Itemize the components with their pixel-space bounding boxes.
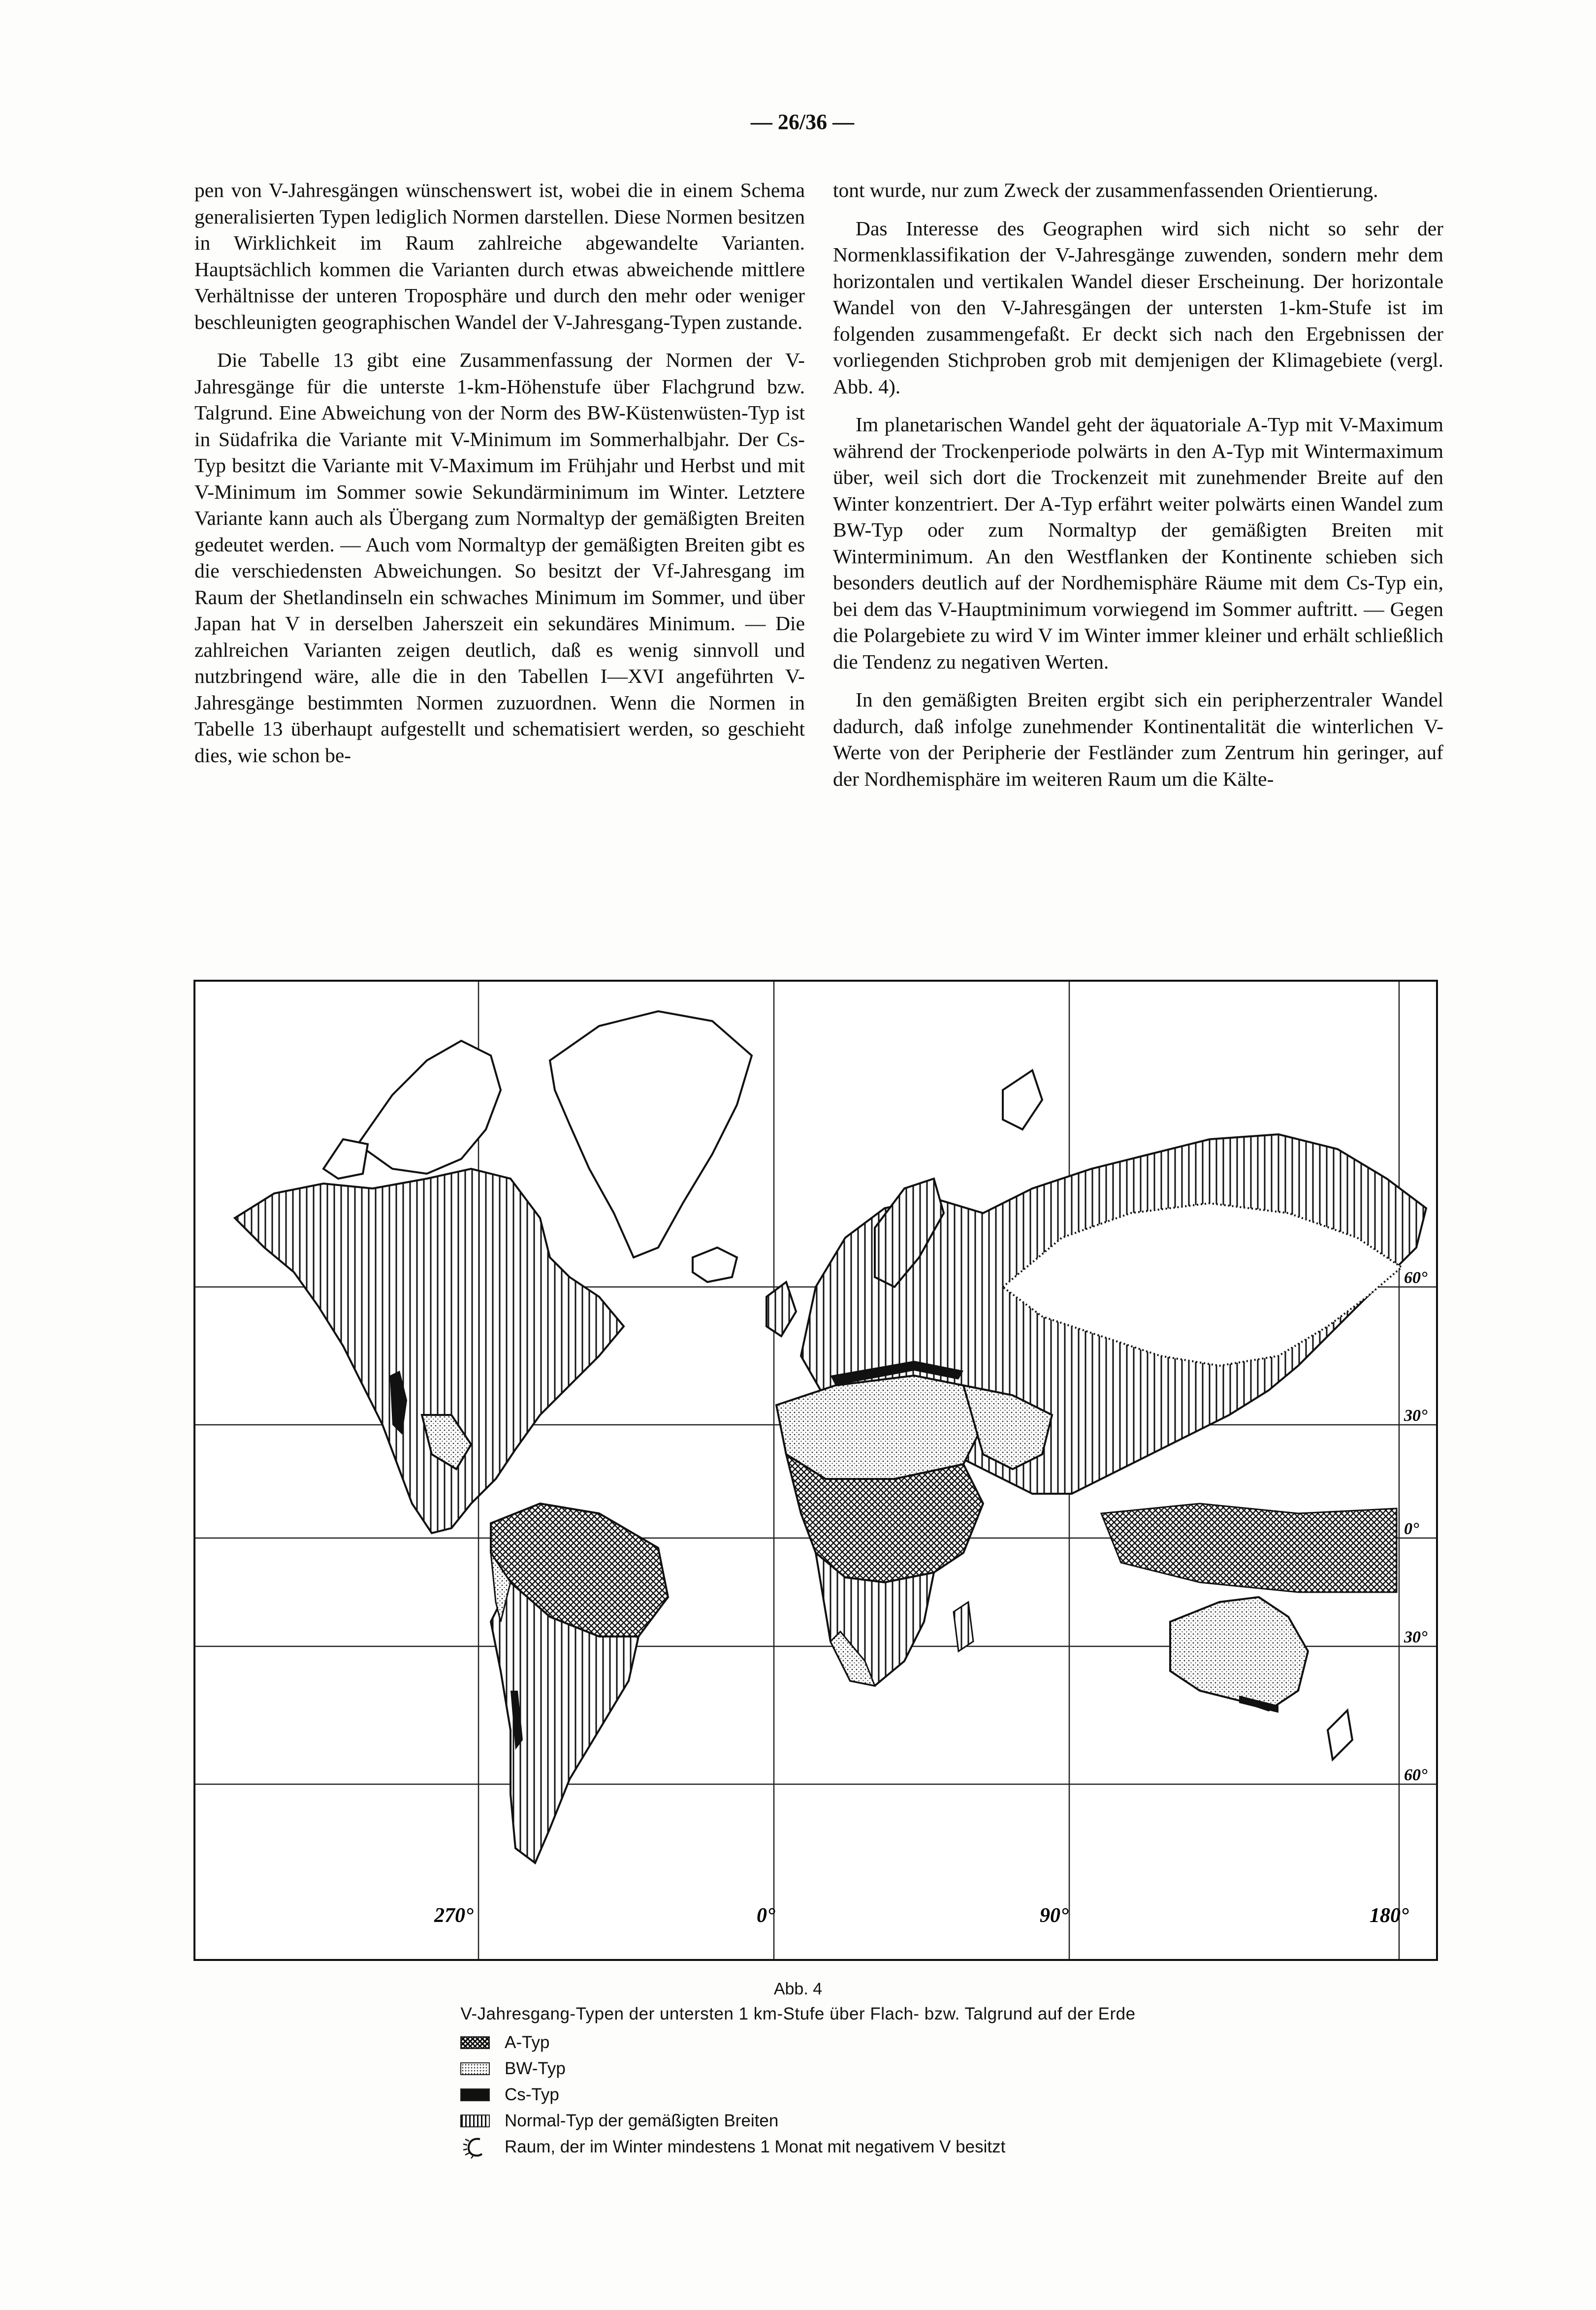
crosshatch-swatch [460, 2036, 490, 2049]
lon-label-270: 270° [434, 1904, 474, 1927]
legend-item-a-typ [460, 2029, 1005, 2055]
vertical-lines-swatch [460, 2115, 490, 2127]
legend-label: BW-Typ [505, 2058, 566, 2078]
paragraph: In den gemäßigten Breiten ergibt sich ein peripherzentraler Wandel dadurch, daß infolge zunehmender Kontinentalität die winterlichen V-Werte von der Peripherie der Festländer zum Zentrum hin geringer, auf der Nordhemisphäre im weiteren Raum um die Kälte- [833, 688, 1443, 790]
legend-label: Raum, der im Winter mindestens 1 Monat mit negativem V besitzt [505, 2137, 1006, 2156]
right-text-column [833, 177, 1443, 804]
figure-number: Abb. 4 [773, 1980, 823, 1998]
paragraph: Im planetarischen Wandel geht der äquatoriale A-Typ mit V-Maximum während der Trockenperiode polwärts in den A-Typ mit Wintermaximum über, weil sich dort die Trockenzeit mit zunehmender Breite auf den Winter konzentriert. Der A-Typ erfährt weiter polwärts einen Wandel zum BW-Typ oder zum Normaltyp der gemäßigten Breiten mit Winterminimum. An den Westflanken der Kontinente schieben sich besonders deutlich auf der Nordhemisphäre Räume mit dem Cs-Typ ein, bei dem das V-Hauptminimum vorwiegend im Sommer auftritt. — Gegen die Polargebiete zu wird V im Winter immer kleiner und erhält schließlich die Tendenz zu negativen Werten. [833, 413, 1443, 673]
left-text-column [194, 177, 805, 780]
lat-label-60n: 60° [1404, 1269, 1428, 1287]
world-map [195, 982, 1436, 1959]
lat-label-30s: 30° [1404, 1628, 1428, 1646]
paragraph: Die Tabelle 13 gibt eine Zusammenfassung der Normen der V-Jahresgänge für die unterste 1-km-Höhenstufe über Flachgrund bzw. Talgrund. Eine Abweichung von der Norm des BW-Küstenwüsten-Typ ist in Südafrika die Variante mit V-Minimum im Sommerhalbjahr. Der Cs-Typ besitzt die Variante mit V-Maximum im Frühjahr und Herbst und mit V-Minimum im Sommer sowie Sekundärminimum im Winter. Letztere Variante kann auch als Übergang zum Normaltyp der gemäßigten Breiten gedeutet werden. — Auch vom Normaltyp der gemäßigten Breiten gibt es die verschiedensten Abweichungen. So besitzt der Vf-Jahresgang im Raum der Shetlandinseln ein schwaches Minimum im Sommer, und über Japan hat V in derselben Jaherszeit ein sekundäres Minimum. — Die zahlreichen Varianten zeigen deutlich, daß es wenig sinnvoll und nutzbringend wäre, alle die in den Tabellen I—XVI angeführten V-Jahresgänge bestimmten Normen zuzuordnen. Wenn die Normen in Tabelle 13 überhaupt aufgestellt und schematisiert werden, so geschieht dies, wie schon be- [194, 349, 805, 767]
stipple-swatch [460, 2062, 490, 2075]
new-zealand [1328, 1710, 1352, 1760]
legend-label: Normal-Typ der gemäßigten Breiten [505, 2111, 779, 2130]
lon-label-90: 90° [1040, 1904, 1069, 1927]
lat-label-60s: 60° [1404, 1766, 1428, 1784]
iceland [693, 1248, 737, 1282]
legend-item-bw-typ [460, 2055, 1005, 2082]
north-america [235, 1169, 624, 1533]
novaya-zemlya [1003, 1070, 1042, 1129]
greenland [550, 1011, 752, 1257]
map-legend [460, 2029, 1005, 2160]
paragraph: tont wurde, nur zum Zweck der zusammenfassenden Orientierung. [833, 179, 1378, 201]
arctic-islands [358, 1041, 501, 1174]
lat-label-30n: 30° [1404, 1407, 1428, 1425]
solid-swatch [460, 2088, 490, 2101]
figure-caption: V-Jahresgang-Typen der untersten 1 km-Stufe über Flach- bzw. Talgrund auf der Erde [460, 2004, 1136, 2023]
australia [1170, 1597, 1308, 1710]
world-map-figure [193, 980, 1438, 1961]
africa-north-bw [776, 1376, 983, 1479]
british-isles [766, 1282, 796, 1336]
paragraph: Das Interesse des Geographen wird sich nicht so sehr der Normenklassifikation der V-Jahresgänge zuwenden, sondern mehr dem horizontalen und vertikalen Wandel dieser Erscheinung. Der horizontale Wandel von den V-Jahresgängen der untersten 1-km-Stufe ist im folgenden zusammengefaßt. Er deckt sich nach den Ergebnissen der vorliegenden Stichproben grob mit demjenigen der Klimagebiete (vergl. Abb. 4). [833, 217, 1443, 398]
paragraph: pen von V-Jahresgängen wünschenswert ist, wobei die in einem Schema generalisierten Typen lediglich Normen darstellen. Diese Normen besitzen in Wirklichkeit im Raum zahlreiche abgewandelte Varianten. Hauptsächlich kommen die Varianten durch etwas abweichende mittlere Verhältnisse der unteren Troposphäre und durch den mehr oder weniger beschleunigten geographischen Wandel der V-Jahresgang-Typen zustande. [194, 179, 805, 333]
lon-label-0: 0° [757, 1904, 775, 1927]
legend-label: A-Typ [505, 2032, 550, 2052]
legend-item-normal-typ [460, 2108, 1005, 2134]
lat-label-0: 0° [1404, 1520, 1419, 1538]
madagascar [954, 1602, 973, 1651]
hatched-boundary-icon [460, 2135, 490, 2159]
legend-item-negative-v [460, 2134, 1005, 2160]
legend-item-cs-typ [460, 2082, 1005, 2108]
arctic-island [323, 1139, 368, 1179]
legend-label: Cs-Typ [505, 2085, 559, 2104]
indonesia-a [1101, 1504, 1397, 1592]
page-number: — 26/36 — [750, 110, 855, 134]
lon-label-180: 180° [1370, 1904, 1409, 1927]
